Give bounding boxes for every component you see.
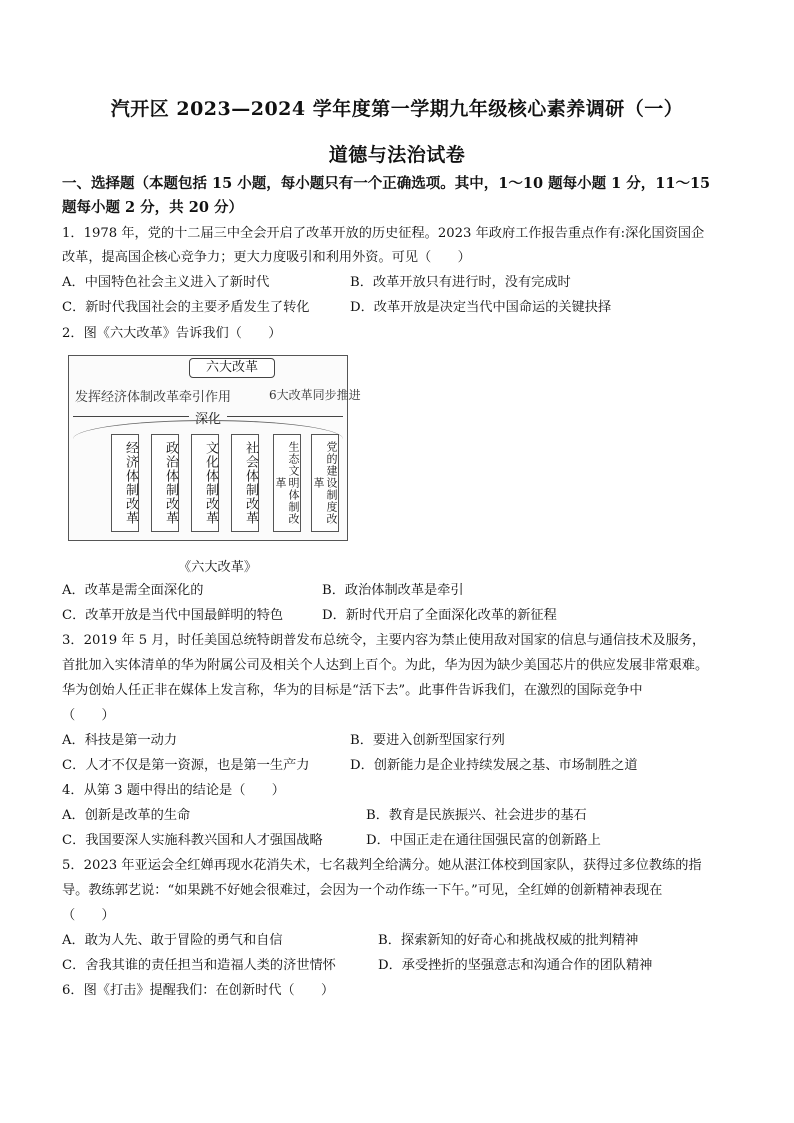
q2-option-a: A．改革是需全面深化的 bbox=[62, 583, 204, 598]
q6-stem: 6．图《打击》提醒我们：在创新时代（ ） bbox=[62, 983, 335, 998]
exam-subtitle: 道德与法治试卷 bbox=[328, 144, 466, 166]
q3-option-d: D．创新能力是企业持续发展之基、市场制胜之道 bbox=[350, 758, 638, 773]
q1-stem-line1: 1．1978 年，党的十二届三中全会开启了改革开放的历史征程。2023 年政府工作报告重点作有:深化国资国企 bbox=[62, 226, 705, 241]
q3-stem-line2: 首批加入实体清单的华为附属公司及相关个人达到上百个。为此，华为因为缺少美国芯片的供应发展非常艰难。 bbox=[62, 658, 709, 673]
figure-right-text: 6大改革同步推进 bbox=[269, 388, 361, 402]
q4-stem: 4．从第 3 题中得出的结论是（ ） bbox=[62, 783, 285, 798]
q1-option-b: B．改革开放只有进行时，没有完成时 bbox=[350, 275, 571, 290]
pillar-economy: 经济体制改革 bbox=[111, 434, 139, 532]
q5-option-a: A．敢为人先、敢于冒险的勇气和自信 bbox=[62, 933, 283, 948]
figure-left-text: 发挥经济体制改革牵引作用 bbox=[75, 390, 232, 405]
q5-stem-line2: 导。教练郭艺说：“如果跳不好她会很难过，会因为一个动作练一下午。”可见，全红婵的创新精神表现在 bbox=[62, 883, 663, 898]
q2-stem: 2．图《六大改革》告诉我们（ ） bbox=[62, 326, 282, 341]
figure-middle-label: 深化 bbox=[189, 412, 227, 427]
q4-option-d: D．中国正走在通往国强民富的创新路上 bbox=[366, 833, 601, 848]
q5-option-d: D．承受挫折的坚强意志和沟通合作的团队精神 bbox=[378, 958, 653, 973]
q3-stem-line3: 华为创始人任正非在媒体上发言称，华为的目标是“活下去”。此事件告诉我们，在激烈的国际竞争中 bbox=[62, 683, 643, 698]
q4-option-a: A．创新是改革的生命 bbox=[62, 808, 191, 823]
q5-option-c: C．舍我其谁的责任担当和造福人类的济世情怀 bbox=[62, 958, 336, 973]
pillar-politics: 政治体制改革 bbox=[151, 434, 179, 532]
q3-option-c: C．人才不仅是第一资源，也是第一生产力 bbox=[62, 758, 310, 773]
q3-option-b: B．要进入创新型国家行列 bbox=[350, 733, 505, 748]
exam-title: 汽开区 2023—2024 学年度第一学期九年级核心素养调研（一） bbox=[110, 98, 684, 120]
pillar-party: 党的建设制度改革 bbox=[311, 434, 339, 532]
q5-stem-line3: （ ） bbox=[62, 908, 115, 923]
q3-stem-line4: （ ） bbox=[62, 708, 115, 723]
section-heading bbox=[62, 172, 742, 220]
q1-option-a: A．中国特色社会主义进入了新时代 bbox=[62, 275, 270, 290]
q1-option-c: C．新时代我国社会的主要矛盾发生了转化 bbox=[62, 300, 310, 315]
q4-option-b: B．教育是民族振兴、社会进步的基石 bbox=[366, 808, 587, 823]
q5-option-b: B．探索新知的好奇心和挑战权威的批判精神 bbox=[378, 933, 639, 948]
q3-stem-line1: 3．2019 年 5 月，时任美国总统特朗普发布总统令，主要内容为禁止使用敌对国家的信息与通信技术及服务， bbox=[62, 633, 706, 648]
section-heading-line1: 一、选择题（本题包括 15 小题，每小题只有一个正确选项。其中，1～10 题每小题 1 分，11～15 bbox=[62, 175, 711, 192]
q2-option-b: B．政治体制改革是牵引 bbox=[322, 583, 464, 598]
q1-stem-line2: 改革，提高国企核心竞争力；更大力度吸引和利用外资。可见（ ） bbox=[62, 250, 471, 265]
figure-head: 六大改革 bbox=[189, 358, 275, 378]
q4-option-c: C．我国要深人实施科教兴国和人才强国战略 bbox=[62, 833, 323, 848]
figure-caption: 《六大改革》 bbox=[178, 560, 258, 575]
q2-option-c: C．改革开放是当代中国最鲜明的特色 bbox=[62, 608, 284, 623]
pillar-culture: 文化体制改革 bbox=[191, 434, 219, 532]
six-reforms-figure bbox=[68, 355, 361, 541]
pillar-society: 社会体制改革 bbox=[231, 434, 259, 532]
q5-stem-line1: 5．2023 年亚运会全红婵再现水花消失术，七名裁判全给满分。她从湛江体校到国家队，获得过多位教练的指 bbox=[62, 858, 702, 873]
q3-option-a: A．科技是第一动力 bbox=[62, 733, 178, 748]
pillar-ecology: 生态文明体制改革 bbox=[273, 434, 301, 532]
section-heading-line2: 题每小题 2 分，共 20 分） bbox=[62, 199, 243, 216]
q1-option-d: D．改革开放是决定当代中国命运的关键抉择 bbox=[350, 300, 612, 315]
q2-option-d: D．新时代开启了全面深化改革的新征程 bbox=[322, 608, 557, 623]
